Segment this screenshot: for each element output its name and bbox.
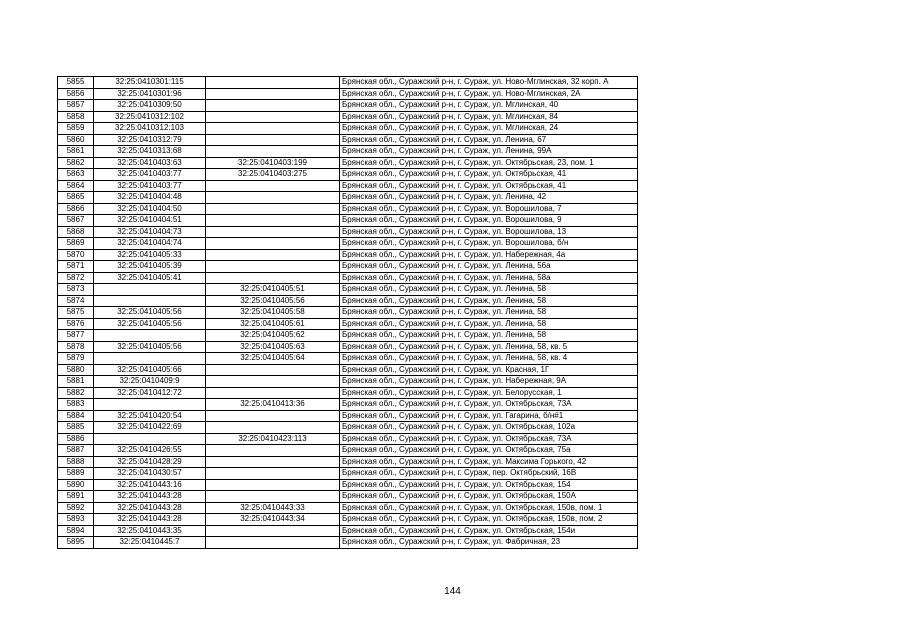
table-row xyxy=(58,272,638,284)
address-cell: Брянская обл., Суражский р-н, г. Сураж, ул. Ленина, 56а xyxy=(340,261,638,273)
row-number-cell: 5861 xyxy=(58,146,94,158)
table-row xyxy=(58,468,638,480)
address-cell: Брянская обл., Суражский р-н, г. Сураж, ул. Октябрьская, 154 xyxy=(340,479,638,491)
address-cell: Брянская обл., Суражский р-н, г. Сураж, ул. Октябрьская, 150А xyxy=(340,491,638,503)
table-row xyxy=(58,410,638,422)
table-row xyxy=(58,445,638,457)
table-row xyxy=(58,353,638,365)
related-cadastral-number-cell: 32:25:0410405:64 xyxy=(206,353,340,365)
cadastral-number-cell: 32:25:0410426:55 xyxy=(94,445,206,457)
cadastral-number-cell: 32:25:0410404:74 xyxy=(94,238,206,250)
related-cadastral-number-cell: 32:25:0410405:56 xyxy=(206,295,340,307)
address-cell: Брянская обл., Суражский р-н, г. Сураж, ул. Ленина, 58а xyxy=(340,272,638,284)
table-row xyxy=(58,261,638,273)
address-cell: Брянская обл., Суражский р-н, г. Сураж, ул. Гагарина, б/н#1 xyxy=(340,410,638,422)
table-row xyxy=(58,341,638,353)
row-number-cell: 5887 xyxy=(58,445,94,457)
row-number-cell: 5873 xyxy=(58,284,94,296)
row-number-cell: 5880 xyxy=(58,364,94,376)
cadastral-number-cell xyxy=(94,295,206,307)
cadastral-number-cell: 32:25:0410404:50 xyxy=(94,203,206,215)
cadastral-number-cell: 32:25:0410405:33 xyxy=(94,249,206,261)
address-cell: Брянская обл., Суражский р-н, г. Сураж, ул. Ленина, 58 xyxy=(340,318,638,330)
address-cell: Брянская обл., Суражский р-н, г. Сураж, ул. Ворошилова, б/н xyxy=(340,238,638,250)
related-cadastral-number-cell xyxy=(206,364,340,376)
related-cadastral-number-cell: 32:25:0410405:51 xyxy=(206,284,340,296)
address-cell: Брянская обл., Суражский р-н, г. Сураж, ул. Фабричная, 23 xyxy=(340,537,638,549)
address-cell: Брянская обл., Суражский р-н, г. Сураж, ул. Мглинская, 84 xyxy=(340,111,638,123)
address-cell: Брянская обл., Суражский р-н, г. Сураж, ул. Ворошилова, 13 xyxy=(340,226,638,238)
row-number-cell: 5866 xyxy=(58,203,94,215)
related-cadastral-number-cell xyxy=(206,468,340,480)
related-cadastral-number-cell xyxy=(206,410,340,422)
related-cadastral-number-cell xyxy=(206,445,340,457)
related-cadastral-number-cell xyxy=(206,422,340,434)
table-row xyxy=(58,295,638,307)
cadastral-number-cell: 32:25:0410404:73 xyxy=(94,226,206,238)
table-row xyxy=(58,433,638,445)
row-number-cell: 5856 xyxy=(58,88,94,100)
address-cell: Брянская обл., Суражский р-н, г. Сураж, ул. Октябрьская, 73А xyxy=(340,433,638,445)
table-row xyxy=(58,307,638,319)
table-row xyxy=(58,502,638,514)
address-cell: Брянская обл., Суражский р-н, г. Сураж, ул. Ленина, 58, кв. 4 xyxy=(340,353,638,365)
cadastral-number-cell: 32:25:0410301:115 xyxy=(94,77,206,89)
address-cell: Брянская обл., Суражский р-н, г. Сураж, ул. Мглинская, 40 xyxy=(340,100,638,112)
row-number-cell: 5879 xyxy=(58,353,94,365)
row-number-cell: 5872 xyxy=(58,272,94,284)
related-cadastral-number-cell xyxy=(206,100,340,112)
address-cell: Брянская обл., Суражский р-н, г. Сураж, ул. Ново-Мглинская, 2А xyxy=(340,88,638,100)
related-cadastral-number-cell: 32:25:0410403:275 xyxy=(206,169,340,181)
address-cell: Брянская обл., Суражский р-н, г. Сураж, ул. Набережная, 9А xyxy=(340,376,638,388)
related-cadastral-number-cell xyxy=(206,88,340,100)
address-cell: Брянская обл., Суражский р-н, г. Сураж, ул. Октябрьская, 75а xyxy=(340,445,638,457)
cadastral-number-cell: 32:25:0410422:69 xyxy=(94,422,206,434)
related-cadastral-number-cell: 32:25:0410405:58 xyxy=(206,307,340,319)
table-row xyxy=(58,399,638,411)
cadastral-number-cell: 32:25:0410409:9 xyxy=(94,376,206,388)
cadastral-number-cell: 32:25:0410301:96 xyxy=(94,88,206,100)
row-number-cell: 5874 xyxy=(58,295,94,307)
cadastral-number-cell: 32:25:0410403:77 xyxy=(94,180,206,192)
registry-table-body xyxy=(58,77,638,549)
cadastral-number-cell: 32:25:0410312:103 xyxy=(94,123,206,135)
related-cadastral-number-cell xyxy=(206,272,340,284)
table-row xyxy=(58,111,638,123)
related-cadastral-number-cell xyxy=(206,192,340,204)
page-number: 144 xyxy=(444,586,461,597)
cadastral-number-cell: 32:25:0410443:28 xyxy=(94,491,206,503)
address-cell: Брянская обл., Суражский р-н, г. Сураж, ул. Мглинская, 24 xyxy=(340,123,638,135)
address-cell: Брянская обл., Суражский р-н, г. Сураж, ул. Октябрьская, 150в, пом. 2 xyxy=(340,514,638,526)
table-row xyxy=(58,157,638,169)
table-row xyxy=(58,364,638,376)
cadastral-number-cell: 32:25:0410412:72 xyxy=(94,387,206,399)
cadastral-number-cell: 32:25:0410443:28 xyxy=(94,502,206,514)
address-cell: Брянская обл., Суражский р-н, г. Сураж, ул. Ленина, 58 xyxy=(340,307,638,319)
row-number-cell: 5890 xyxy=(58,479,94,491)
address-cell: Брянская обл., Суражский р-н, г. Сураж, ул. Ленина, 58, кв. 5 xyxy=(340,341,638,353)
address-cell: Брянская обл., Суражский р-н, г. Сураж, ул. Красная, 1Г xyxy=(340,364,638,376)
row-number-cell: 5881 xyxy=(58,376,94,388)
related-cadastral-number-cell xyxy=(206,238,340,250)
row-number-cell: 5875 xyxy=(58,307,94,319)
row-number-cell: 5869 xyxy=(58,238,94,250)
row-number-cell: 5855 xyxy=(58,77,94,89)
cadastral-number-cell: 32:25:0410443:35 xyxy=(94,525,206,537)
address-cell: Брянская обл., Суражский р-н, г. Сураж, ул. Ворошилова, 7 xyxy=(340,203,638,215)
related-cadastral-number-cell xyxy=(206,387,340,399)
registry-table xyxy=(57,76,638,549)
cadastral-number-cell: 32:25:0410405:39 xyxy=(94,261,206,273)
row-number-cell: 5889 xyxy=(58,468,94,480)
table-row xyxy=(58,330,638,342)
related-cadastral-number-cell xyxy=(206,226,340,238)
cadastral-number-cell: 32:25:0410403:63 xyxy=(94,157,206,169)
related-cadastral-number-cell xyxy=(206,134,340,146)
cadastral-number-cell: 32:25:0410313:68 xyxy=(94,146,206,158)
table-row xyxy=(58,192,638,204)
table-row xyxy=(58,376,638,388)
cadastral-number-cell: 32:25:0410430:57 xyxy=(94,468,206,480)
table-row xyxy=(58,226,638,238)
cadastral-number-cell: 32:25:0410420:54 xyxy=(94,410,206,422)
related-cadastral-number-cell: 32:25:0410405:63 xyxy=(206,341,340,353)
cadastral-number-cell: 32:25:0410312:102 xyxy=(94,111,206,123)
cadastral-number-cell: 32:25:0410405:41 xyxy=(94,272,206,284)
cadastral-number-cell xyxy=(94,399,206,411)
row-number-cell: 5892 xyxy=(58,502,94,514)
related-cadastral-number-cell xyxy=(206,215,340,227)
related-cadastral-number-cell xyxy=(206,203,340,215)
table-row xyxy=(58,456,638,468)
cadastral-number-cell: 32:25:0410443:16 xyxy=(94,479,206,491)
address-cell: Брянская обл., Суражский р-н, г. Сураж, ул. Белорусская, 1 xyxy=(340,387,638,399)
related-cadastral-number-cell: 32:25:0410423:113 xyxy=(206,433,340,445)
related-cadastral-number-cell xyxy=(206,479,340,491)
address-cell: Брянская обл., Суражский р-н, г. Сураж, ул. Октябрьская, 154и xyxy=(340,525,638,537)
related-cadastral-number-cell xyxy=(206,537,340,549)
cadastral-number-cell: 32:25:0410443:28 xyxy=(94,514,206,526)
address-cell: Брянская обл., Суражский р-н, г. Сураж, ул. Ленина, 67 xyxy=(340,134,638,146)
address-cell: Брянская обл., Суражский р-н, г. Сураж, ул. Октябрьская, 41 xyxy=(340,180,638,192)
related-cadastral-number-cell: 32:25:0410405:62 xyxy=(206,330,340,342)
table-row xyxy=(58,203,638,215)
row-number-cell: 5868 xyxy=(58,226,94,238)
related-cadastral-number-cell: 32:25:0410405:61 xyxy=(206,318,340,330)
table-row xyxy=(58,525,638,537)
related-cadastral-number-cell xyxy=(206,376,340,388)
address-cell: Брянская обл., Суражский р-н, г. Сураж, ул. Ворошилова, 9 xyxy=(340,215,638,227)
row-number-cell: 5893 xyxy=(58,514,94,526)
related-cadastral-number-cell xyxy=(206,180,340,192)
cadastral-number-cell: 32:25:0410312:79 xyxy=(94,134,206,146)
row-number-cell: 5858 xyxy=(58,111,94,123)
table-row xyxy=(58,249,638,261)
row-number-cell: 5867 xyxy=(58,215,94,227)
row-number-cell: 5876 xyxy=(58,318,94,330)
cadastral-number-cell: 32:25:0410428:29 xyxy=(94,456,206,468)
cadastral-number-cell: 32:25:0410404:51 xyxy=(94,215,206,227)
table-row xyxy=(58,169,638,181)
related-cadastral-number-cell xyxy=(206,249,340,261)
row-number-cell: 5888 xyxy=(58,456,94,468)
table-row xyxy=(58,318,638,330)
table-row xyxy=(58,514,638,526)
related-cadastral-number-cell xyxy=(206,111,340,123)
row-number-cell: 5859 xyxy=(58,123,94,135)
related-cadastral-number-cell xyxy=(206,146,340,158)
related-cadastral-number-cell xyxy=(206,456,340,468)
related-cadastral-number-cell: 32:25:0410403:199 xyxy=(206,157,340,169)
cadastral-number-cell: 32:25:0410405:56 xyxy=(94,307,206,319)
address-cell: Брянская обл., Суражский р-н, г. Сураж, ул. Ленина, 99А xyxy=(340,146,638,158)
cadastral-number-cell: 32:25:0410445:7 xyxy=(94,537,206,549)
cadastral-number-cell: 32:25:0410405:56 xyxy=(94,341,206,353)
row-number-cell: 5864 xyxy=(58,180,94,192)
table-row xyxy=(58,100,638,112)
row-number-cell: 5894 xyxy=(58,525,94,537)
address-cell: Брянская обл., Суражский р-н, г. Сураж, ул. Ново-Мглинская, 32 корп. А xyxy=(340,77,638,89)
related-cadastral-number-cell xyxy=(206,77,340,89)
cadastral-number-cell xyxy=(94,433,206,445)
address-cell: Брянская обл., Суражский р-н, г. Сураж, ул. Октябрьская, 73А xyxy=(340,399,638,411)
row-number-cell: 5870 xyxy=(58,249,94,261)
cadastral-number-cell: 32:25:0410309:50 xyxy=(94,100,206,112)
table-row xyxy=(58,537,638,549)
cadastral-number-cell: 32:25:0410405:56 xyxy=(94,318,206,330)
row-number-cell: 5891 xyxy=(58,491,94,503)
address-cell: Брянская обл., Суражский р-н, г. Сураж, ул. Ленина, 58 xyxy=(340,295,638,307)
related-cadastral-number-cell: 32:25:0410413:36 xyxy=(206,399,340,411)
row-number-cell: 5883 xyxy=(58,399,94,411)
table-row xyxy=(58,238,638,250)
row-number-cell: 5863 xyxy=(58,169,94,181)
related-cadastral-number-cell xyxy=(206,491,340,503)
related-cadastral-number-cell xyxy=(206,261,340,273)
address-cell: Брянская обл., Суражский р-н, г. Сураж, ул. Ленина, 42 xyxy=(340,192,638,204)
row-number-cell: 5860 xyxy=(58,134,94,146)
row-number-cell: 5884 xyxy=(58,410,94,422)
address-cell: Брянская обл., Суражский р-н, г. Сураж, ул. Октябрьская, 23, пом. 1 xyxy=(340,157,638,169)
row-number-cell: 5877 xyxy=(58,330,94,342)
address-cell: Брянская обл., Суражский р-н, г. Сураж, ул. Набережная, 4а xyxy=(340,249,638,261)
table-row xyxy=(58,88,638,100)
row-number-cell: 5857 xyxy=(58,100,94,112)
table-row xyxy=(58,123,638,135)
row-number-cell: 5886 xyxy=(58,433,94,445)
related-cadastral-number-cell: 32:25:0410443:33 xyxy=(206,502,340,514)
table-row xyxy=(58,284,638,296)
cadastral-number-cell xyxy=(94,284,206,296)
row-number-cell: 5882 xyxy=(58,387,94,399)
table-row xyxy=(58,491,638,503)
address-cell: Брянская обл., Суражский р-н, г. Сураж, ул. Октябрьская, 150в, пом. 1 xyxy=(340,502,638,514)
address-cell: Брянская обл., Суражский р-н, г. Сураж, ул. Октябрьская, 102а xyxy=(340,422,638,434)
address-cell: Брянская обл., Суражский р-н, г. Сураж, ул. Октябрьская, 41 xyxy=(340,169,638,181)
cadastral-number-cell xyxy=(94,353,206,365)
row-number-cell: 5885 xyxy=(58,422,94,434)
table-row xyxy=(58,422,638,434)
table-row xyxy=(58,77,638,89)
cadastral-number-cell: 32:25:0410405:66 xyxy=(94,364,206,376)
address-cell: Брянская обл., Суражский р-н, г. Сураж, ул. Ленина, 58 xyxy=(340,330,638,342)
related-cadastral-number-cell xyxy=(206,123,340,135)
cadastral-number-cell: 32:25:0410403:77 xyxy=(94,169,206,181)
cadastral-number-cell: 32:25:0410404:48 xyxy=(94,192,206,204)
cadastral-number-cell xyxy=(94,330,206,342)
related-cadastral-number-cell: 32:25:0410443:34 xyxy=(206,514,340,526)
table-row xyxy=(58,146,638,158)
table-row xyxy=(58,180,638,192)
table-row xyxy=(58,134,638,146)
related-cadastral-number-cell xyxy=(206,525,340,537)
address-cell: Брянская обл., Суражский р-н, г. Сураж, пер. Октябрьский, 16В xyxy=(340,468,638,480)
address-cell: Брянская обл., Суражский р-н, г. Сураж, ул. Максима Горького, 42 xyxy=(340,456,638,468)
address-cell: Брянская обл., Суражский р-н, г. Сураж, ул. Ленина, 58 xyxy=(340,284,638,296)
table-row xyxy=(58,387,638,399)
row-number-cell: 5862 xyxy=(58,157,94,169)
table-row xyxy=(58,215,638,227)
table-row xyxy=(58,479,638,491)
row-number-cell: 5865 xyxy=(58,192,94,204)
row-number-cell: 5895 xyxy=(58,537,94,549)
row-number-cell: 5878 xyxy=(58,341,94,353)
row-number-cell: 5871 xyxy=(58,261,94,273)
